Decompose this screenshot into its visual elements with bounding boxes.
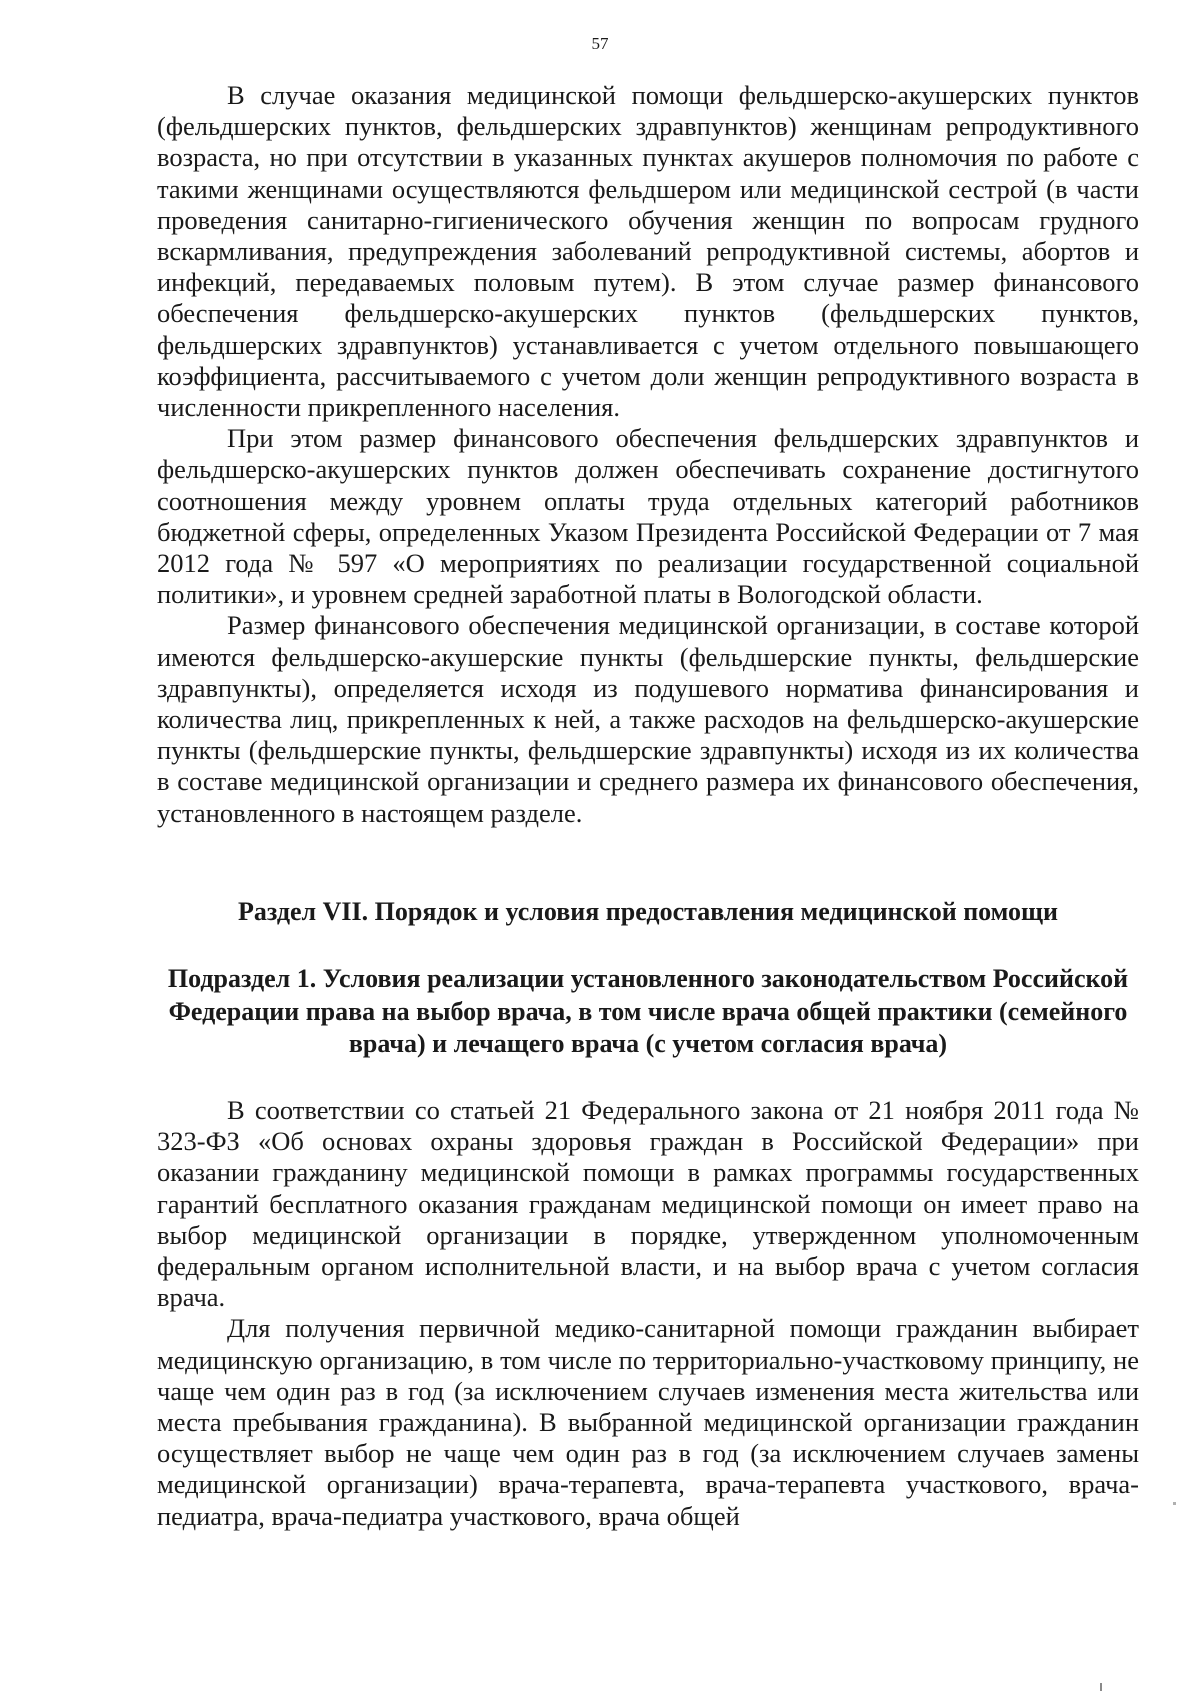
paragraph: В случае оказания медицинской помощи фельдшерско-акушерских пунктов (фельдшерских пунктов, фельдшерских здравпунктов) женщинам репродуктивного возраста, но при отсутствии в указанных пунктах акушеров полномочия по работе с такими женщинами осуществляются фельдшером или медицинской сестрой (в части проведения санитарно-гигиенического обучения женщин по вопросам грудного вскармливания, предупреждения заболеваний репродуктивной системы, абортов и инфекций, передаваемых половым путем). В этом случае размер финансового обеспечения фельдшерско-акушерских пунктов (фельдшерских пунктов, фельдшерских здравпунктов) устанавливается с учетом отдельного повышающего коэффициента, рассчитываемого с учетом доли женщин репродуктивного возраста в численности прикрепленного населения. (157, 80, 1139, 423)
section-title: Раздел VII. Порядок и условия предоставления медицинской помощи (238, 897, 1058, 926)
body-text-part2 (157, 1095, 1139, 1532)
paragraph: Для получения первичной медико-санитарной помощи гражданин выбирает медицинскую организацию, в том числе по территориально-участковому принципу, не чаще чем один раз в год (за исключением случаев изменения места жительства или места пребывания гражданина). В выбранной медицинской организации гражданин осуществляет выбор не чаще чем один раз в год (за исключением случаев замены медицинской организации) врача-терапевта, врача-терапевта участкового, врача-педиатра, врача-педиатра участкового, врача общей (157, 1313, 1139, 1531)
paragraph: При этом размер финансового обеспечения фельдшерских здравпунктов и фельдшерско-акушерских пунктов должен обеспечивать сохранение достигнутого соотношения между уровнем оплаты труда отдельных категорий работников бюджетной сферы, определенных Указом Президента Российской Федерации от 7 мая 2012 года № 597 «О мероприятиях по реализации государственной социальной политики», и уровнем средней заработной платы в Вологодской области. (157, 423, 1139, 610)
body-text-part1 (157, 80, 1139, 829)
subsection-title: Подраздел 1. Условия реализации установленного законодательством Российской Федерации права на выбор врача, в том числе врача общей практики (семейного врача) и лечащего врача (с учетом согласия врача) (167, 964, 1129, 1058)
page-number: 57 (591, 34, 609, 53)
paragraph: Размер финансового обеспечения медицинской организации, в составе которой имеются фельдшерско-акушерские пункты (фельдшерские пункты, фельдшерские здравпункты), определяется исходя из подушевого норматива финансирования и количества лиц, прикрепленных к ней, а также расходов на фельдшерско-акушерские пункты (фельдшерские пункты, фельдшерские здравпункты) исходя из их количества в составе медицинской организации и среднего размера их финансового обеспечения, установленного в настоящем разделе. (157, 610, 1139, 828)
scan-speck (1173, 1502, 1176, 1505)
paragraph: В соответствии со статьей 21 Федерального закона от 21 ноября 2011 года № 323-ФЗ «Об основах охраны здоровья граждан в Российской Федерации» при оказании гражданину медицинской помощи в рамках программы государственных гарантий бесплатного оказания гражданам медицинской помощи он имеет право на выбор медицинской организации в порядке, утвержденном уполномоченным федеральным органом исполнительной власти, и на выбор врача с учетом согласия врача. (157, 1095, 1139, 1313)
scan-speck (1100, 1683, 1102, 1691)
